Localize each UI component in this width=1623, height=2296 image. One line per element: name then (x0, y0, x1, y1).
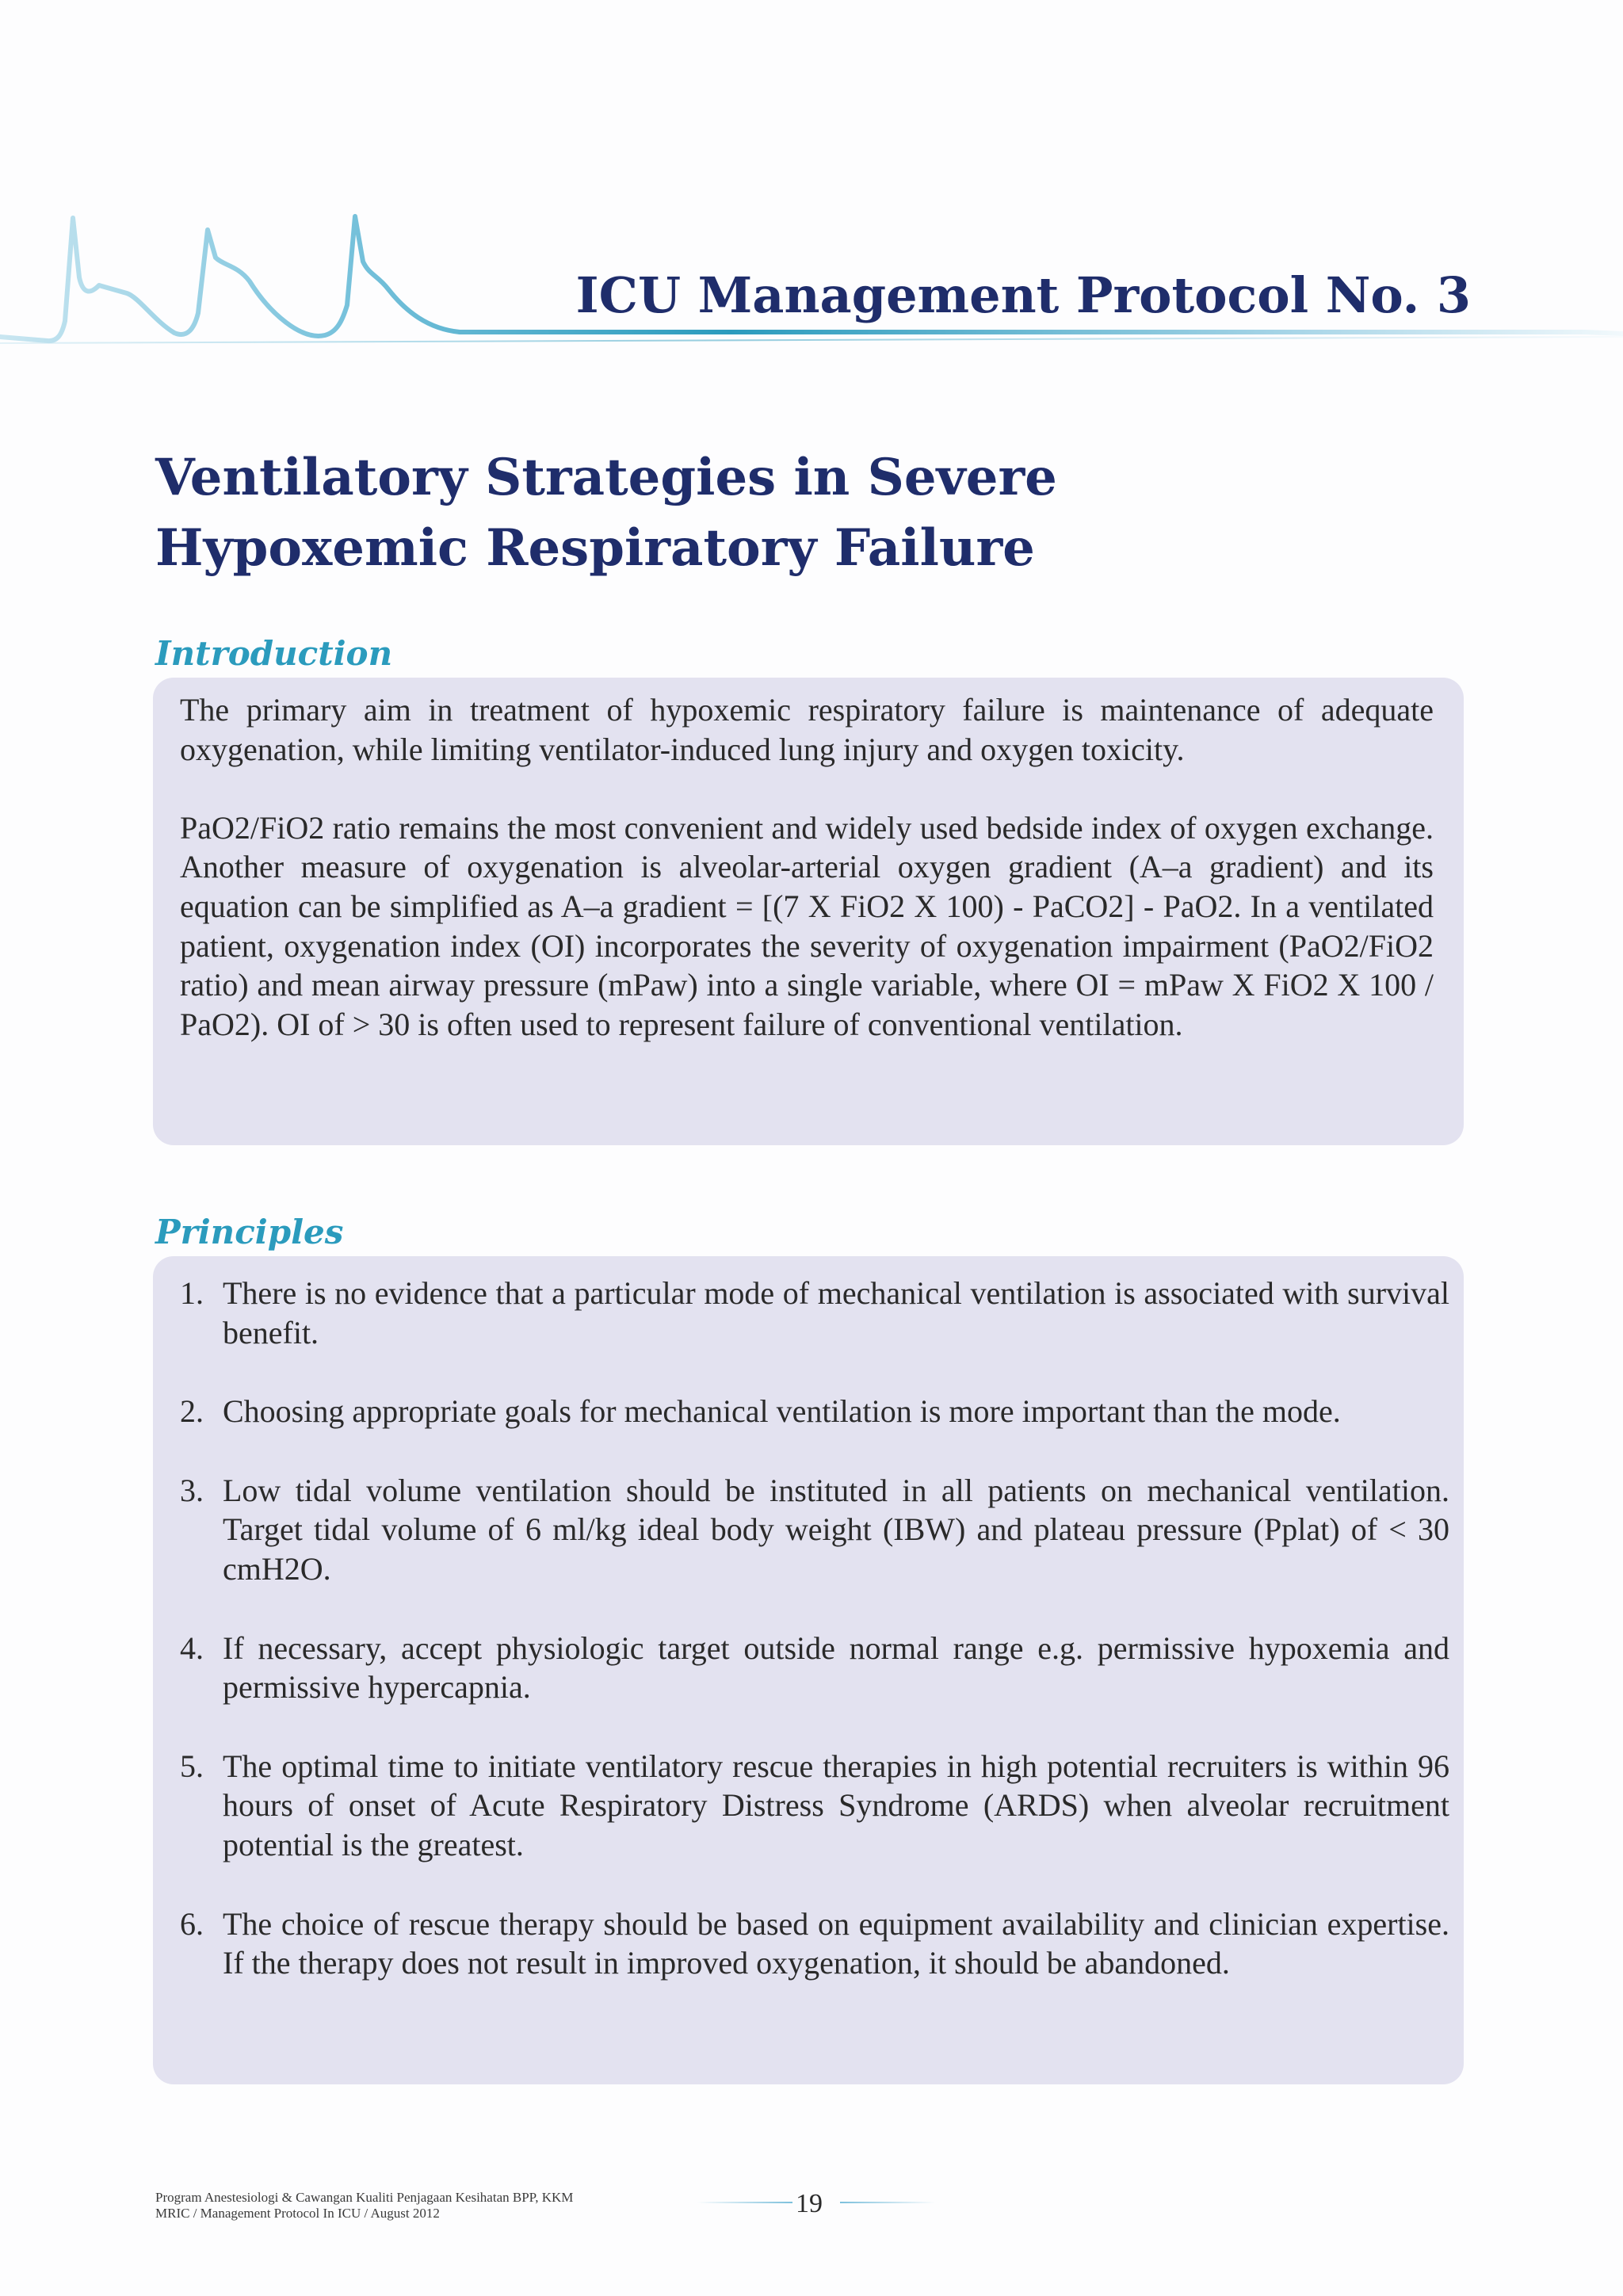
list-item-text: The optimal time to initiate ventilatory rescue therapies in high potential recruiters is within 96 hours of onset of Acute Respiratory Distress Syndrome (ARDS) when alveolar recruitment potential is the greatest. (223, 1748, 1449, 1862)
list-item (180, 1629, 1449, 1707)
footer-divider-right (840, 2202, 935, 2203)
introduction-paragraph-1: The primary aim in treatment of hypoxemic respiratory failure is maintenance of adequate oxygenation, while limiting ventilator-induced lung injury and oxygen toxicity. (180, 692, 1434, 767)
introduction-box (153, 678, 1464, 1145)
list-item (180, 1904, 1449, 1983)
list-item-number: 5. (180, 1748, 204, 1784)
list-item-text: There is no evidence that a particular mode of mechanical ventilation is associated with survival benefit. (223, 1275, 1449, 1350)
list-item-number: 1. (180, 1275, 204, 1311)
introduction-heading: Introduction (155, 634, 393, 673)
list-item-number: 3. (180, 1472, 204, 1508)
footer-divider-left (697, 2202, 792, 2203)
footer-line-1: Program Anestesiologi & Cawangan Kualiti Penjagaan Kesihatan BPP, KKM (155, 2190, 574, 2205)
list-item (180, 1392, 1449, 1431)
list-item (180, 1274, 1449, 1352)
footer-line-2: MRIC / Management Protocol In ICU / August 2012 (155, 2206, 440, 2221)
page-title (155, 442, 1057, 583)
list-item (180, 1471, 1449, 1589)
page-title-line-1: Ventilatory Strategies in Severe (155, 448, 1057, 507)
list-item-number: 4. (180, 1629, 204, 1666)
list-item-number: 6. (180, 1905, 204, 1942)
protocol-title: ICU Management Protocol No. 3 (575, 266, 1471, 324)
list-item-number: 2. (180, 1393, 204, 1430)
list-item (180, 1747, 1449, 1865)
introduction-paragraph-2: PaO2/FiO2 ratio remains the most convenient and widely used bedside index of oxygen exchange. Another measure of oxygenation is alveolar-arterial oxygen gradient (A–a gradient) and its equation can be simplified as A–a gradient = [(7 X FiO2 X 100) - PaCO2] - PaO2. In a ventilated patient, oxygenation index (OI) incorporates the severity of oxygenation impairment (PaO2/FiO2 ratio) and mean airway pressure (mPaw) into a single variable, where OI = mPaw X FiO2 X 100 / PaO2). OI of > 30 is often used to represent failure of conventional ventilation. (180, 809, 1434, 1042)
footer-credits (155, 2190, 573, 2222)
list-item-text: Low tidal volume ventilation should be instituted in all patients on mechanical ventilation. Target tidal volume of 6 ml/kg ideal body weight (IBW) and plateau pressure (Pplat) of < 30 cmH2O. (223, 1472, 1449, 1587)
list-item-text: Choosing appropriate goals for mechanical ventilation is more important than the mode. (223, 1393, 1341, 1430)
page-title-line-2: Hypoxemic Respiratory Failure (155, 518, 1035, 578)
list-item-text: The choice of rescue therapy should be based on equipment availability and clinician expertise. If the therapy does not result in improved oxygenation, it should be abandoned. (223, 1905, 1449, 1981)
page-number: 19 (796, 2189, 823, 2218)
principles-list (180, 1274, 1449, 1983)
principles-box (153, 1256, 1464, 2084)
principles-heading: Principles (155, 1213, 344, 1251)
list-item-text: If necessary, accept physiologic target outside normal range e.g. permissive hypoxemia and permissive hypercapnia. (223, 1629, 1449, 1706)
